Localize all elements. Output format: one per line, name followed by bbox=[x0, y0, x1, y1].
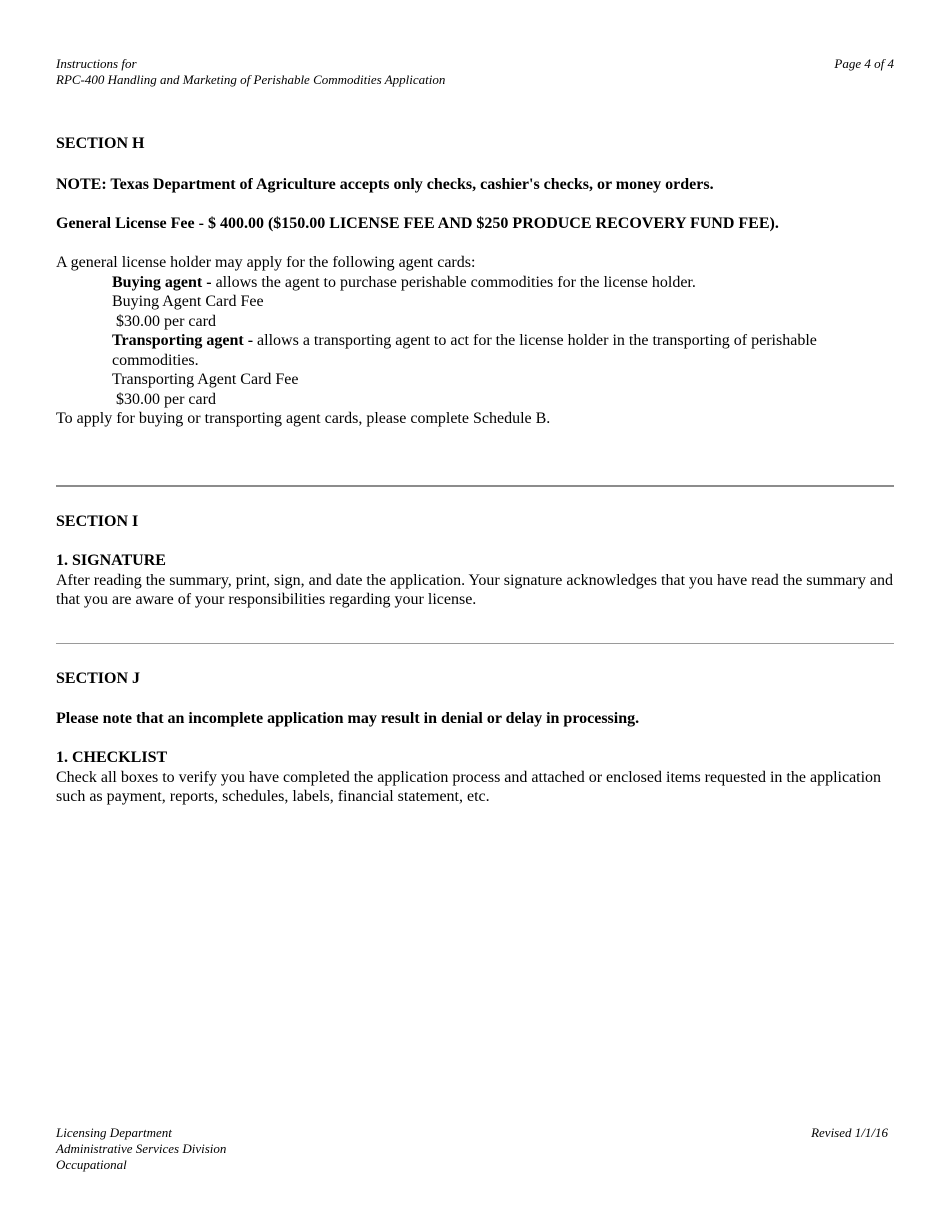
revised-date: Revised 1/1/16 bbox=[811, 1125, 888, 1140]
transporting-agent-label: Transporting agent - bbox=[112, 332, 254, 349]
checklist-block bbox=[56, 748, 894, 807]
footer-line-3: Occupational bbox=[56, 1157, 127, 1172]
signature-text: After reading the summary, print, sign, and date the application. Your signature acknowledges that you have read the summary and that you are aware of your responsibilities regarding your license. bbox=[56, 571, 893, 608]
signature-block bbox=[56, 551, 894, 610]
header-line-2: RPC-400 Handling and Marketing of Perishable Commodities Application bbox=[56, 72, 446, 87]
signature-title: 1. SIGNATURE bbox=[56, 552, 166, 569]
page-header bbox=[56, 56, 894, 88]
section-divider-h-i bbox=[56, 485, 894, 487]
section-j bbox=[56, 669, 894, 689]
buying-agent-item bbox=[112, 273, 894, 293]
section-i bbox=[56, 512, 894, 532]
header-line-1: Instructions for bbox=[56, 56, 137, 71]
transporting-agent-fee: $30.00 per card bbox=[112, 390, 216, 408]
agent-cards-intro: A general license holder may apply for the following agent cards: bbox=[56, 254, 476, 271]
schedule-b-note: To apply for buying or transporting agent cards, please complete Schedule B. bbox=[56, 410, 551, 427]
checklist-title: 1. CHECKLIST bbox=[56, 749, 168, 766]
section-h-fee-block bbox=[56, 214, 894, 234]
footer-line-1: Licensing Department bbox=[56, 1125, 172, 1140]
buying-agent-desc: allows the agent to purchase perishable commodities for the license holder. bbox=[211, 273, 696, 291]
section-h bbox=[56, 134, 894, 154]
checklist-text: Check all boxes to verify you have completed the application process and attached or enclosed items requested in the application such as payment, reports, schedules, labels, financial statement, etc. bbox=[56, 768, 882, 805]
section-divider-i-j bbox=[56, 643, 894, 644]
buying-agent-fee-label: Buying Agent Card Fee bbox=[112, 293, 264, 310]
section-j-note-block bbox=[56, 709, 894, 729]
buying-agent-label: Buying agent - bbox=[112, 273, 212, 291]
page-number: Page 4 of 4 bbox=[834, 56, 894, 71]
section-j-title: SECTION J bbox=[56, 670, 141, 687]
general-license-fee: General License Fee - $ 400.00 ($150.00 LICENSE FEE AND $250 PRODUCE RECOVERY FUND FEE). bbox=[56, 215, 779, 232]
page-footer bbox=[56, 1125, 888, 1173]
section-h-title: SECTION H bbox=[56, 135, 145, 152]
buying-agent-fee: $30.00 per card bbox=[112, 312, 216, 330]
section-i-title: SECTION I bbox=[56, 513, 139, 530]
agent-cards-list bbox=[56, 273, 894, 410]
transporting-agent-fee-label: Transporting Agent Card Fee bbox=[112, 371, 299, 388]
transporting-agent-item bbox=[112, 331, 894, 370]
agent-cards-block bbox=[56, 253, 894, 429]
footer-line-2: Administrative Services Division bbox=[56, 1141, 227, 1156]
payment-note: NOTE: Texas Department of Agriculture accepts only checks, cashier's checks, or money orders. bbox=[56, 176, 714, 193]
section-h-note-block bbox=[56, 175, 894, 195]
document-page bbox=[56, 0, 894, 1230]
incomplete-application-note: Please note that an incomplete application may result in denial or delay in processing. bbox=[56, 710, 640, 727]
transporting-agent-desc: allows a transporting agent to act for the license holder in the transporting of perishable commodities. bbox=[112, 332, 817, 369]
